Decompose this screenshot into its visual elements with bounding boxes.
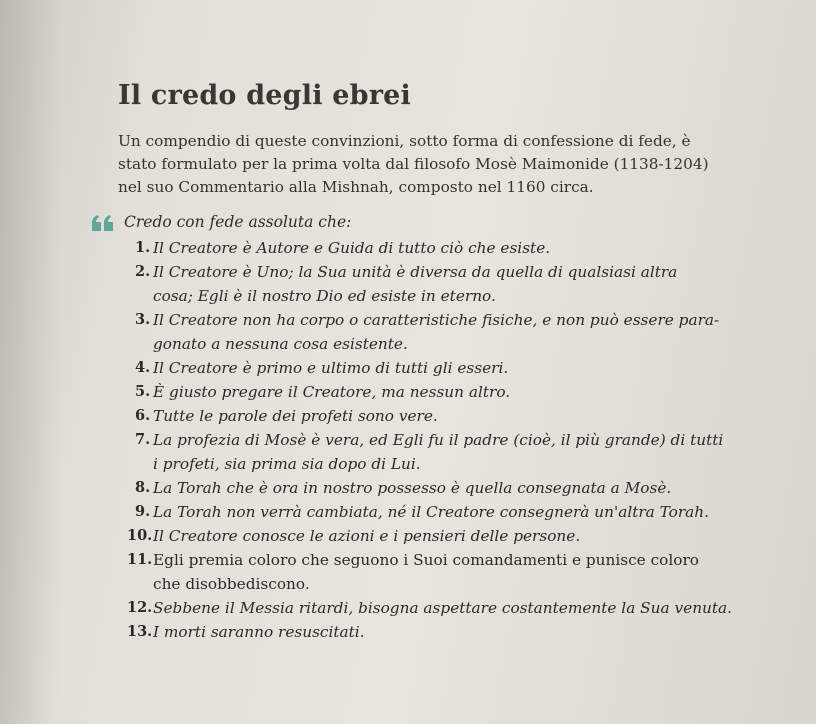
item-number: 3. bbox=[135, 311, 151, 328]
item-text: È giusto pregare il Creatore, ma nessun altro. bbox=[153, 383, 511, 401]
item-number: 9. bbox=[135, 503, 151, 520]
intro-line: nel suo Commentario alla Mishnah, composto nel 1160 circa. bbox=[118, 178, 594, 196]
intro-line: stato formulato per la prima volta dal filosofo Mosè Maimonide (1138-1204) bbox=[118, 155, 709, 173]
item-text: Il Creatore è Uno; la Sua unità è diversa da quella di qualsiasi altra bbox=[153, 263, 678, 281]
intro-line: Un compendio di queste convinzioni, sotto forma di confessione di fede, è bbox=[118, 132, 691, 150]
item-text: La Torah che è ora in nostro possesso è quella consegnata a Mosè. bbox=[153, 479, 672, 497]
credo-lead-line: Credo con fede assoluta che: bbox=[124, 213, 352, 231]
item-number: 4. bbox=[135, 359, 151, 376]
item-text-continued: che disobbediscono. bbox=[153, 575, 310, 593]
item-text: Sebbene il Messia ritardi, bisogna aspettare costantemente la Sua venuta. bbox=[153, 599, 733, 617]
item-number: 8. bbox=[135, 479, 151, 496]
intro-paragraph bbox=[118, 130, 778, 199]
item-text: Il Creatore è primo e ultimo di tutti gli esseri. bbox=[153, 359, 509, 377]
item-text: Tutte le parole dei profeti sono vere. bbox=[153, 407, 438, 425]
item-number: 5. bbox=[135, 383, 151, 400]
item-number: 1. bbox=[135, 239, 151, 256]
item-text: Il Creatore è Autore e Guida di tutto ciò che esiste. bbox=[153, 239, 551, 257]
item-text: I morti saranno resuscitati. bbox=[153, 623, 365, 641]
item-number: 10. bbox=[127, 527, 153, 544]
page-title: Il credo degli ebrei bbox=[118, 80, 411, 111]
item-number: 7. bbox=[135, 431, 151, 448]
item-number: 11. bbox=[127, 551, 153, 568]
quote-mark-left bbox=[92, 215, 101, 231]
item-text-continued: cosa; Egli è il nostro Dio ed esiste in eterno. bbox=[153, 287, 496, 305]
page-gutter-shadow bbox=[0, 0, 60, 724]
item-text: Il Creatore conosce le azioni e i pensieri delle persone. bbox=[153, 527, 581, 545]
item-text-continued: gonato a nessuna cosa esistente. bbox=[153, 335, 408, 353]
item-text: Egli premia coloro che seguono i Suoi comandamenti e punisce coloro bbox=[153, 551, 699, 569]
quote-mark-right bbox=[104, 215, 113, 231]
item-text: Il Creatore non ha corpo o caratteristiche fisiche, e non può essere para- bbox=[153, 311, 720, 329]
item-text: La profezia di Mosè è vera, ed Egli fu il padre (cioè, il più grande) di tutti bbox=[153, 431, 724, 449]
item-text: La Torah non verrà cambiata, né il Creatore consegnerà un'altra Torah. bbox=[153, 503, 710, 521]
item-number: 12. bbox=[127, 599, 153, 616]
item-number: 6. bbox=[135, 407, 151, 424]
item-number: 2. bbox=[135, 263, 151, 280]
item-text-continued: i profeti, sia prima sia dopo di Lui. bbox=[153, 455, 421, 473]
opening-quote-icon bbox=[90, 215, 116, 231]
item-number: 13. bbox=[127, 623, 153, 640]
